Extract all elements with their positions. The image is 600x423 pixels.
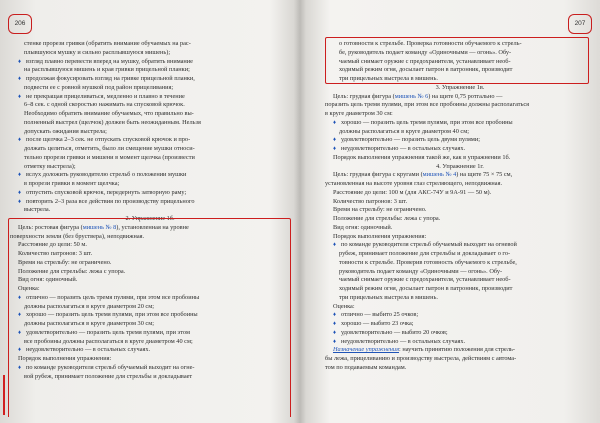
page-number: 207 [568, 14, 592, 34]
page-text [10, 40, 290, 381]
text-line: том по подаваемым командам. [325, 363, 407, 371]
text-line: руководитель подает команду «Одиночными — огонь». Обу- [339, 267, 503, 275]
text-line: ходимый режим огня, досылает патрон в патронник, производит [339, 285, 513, 292]
bullet-icon: ♦ [18, 93, 22, 100]
text-line: ♦ повторить 2–3 раза все действия по производству прицельного [18, 197, 195, 205]
text-line: Положение для стрельбы: лежа с упора. [18, 267, 126, 275]
text-line: ♦ по команде руководителя стрельб обучаемый выходит на огневой [333, 241, 517, 249]
text-line: чаемый снимает оружие с предохранителя, устанавливает необ- [339, 276, 511, 284]
text-line: ♦ отлично — выбито 25 очков; [333, 311, 419, 319]
bullet-icon: ♦ [333, 242, 337, 249]
bullet-icon: ♦ [18, 294, 22, 301]
text-line: Количество патронов: 3 шт. [18, 250, 93, 257]
text-line: ♦ не прекращая прицеливаться, медленно и плавно в течение [18, 92, 185, 100]
text-line: ♦ после щелчка 2–3 сек. не отпускать спусковой крючок и про- [18, 136, 191, 144]
target-reference: мишень № 4 [422, 171, 457, 179]
bullet-icon: ♦ [18, 189, 22, 196]
text-line: о готовности к стрельбе. Проверка готовности обучаемого к стрель- [339, 40, 522, 47]
target-reference: мишень № 6 [394, 92, 429, 100]
text-line: Назначение упражнения: научить принятию положения для стрель- [333, 346, 515, 354]
text-line: ♦ хорошо — поразить цель тремя пулями, при этом все пробоины [18, 311, 198, 319]
text-line: ♦ взгляд плавно перевести вперед на мушку, обратить внимание [18, 57, 193, 65]
text-line: 3. Упражнение 1в. [435, 83, 485, 91]
text-line: установленная на высоте уровня глаз стреляющего, неподвижная. [325, 180, 503, 187]
text-line: в прорези гривки в момент щелчка; [24, 180, 120, 187]
text-line: все пробоины должны располагаться в круге диаметром 40 см; [24, 337, 193, 345]
text-line: плывшуюся мушку и сильно расплывшуюся мишень); [24, 48, 171, 56]
text-line: на расплывшуюся мишень и края гривки прицельной планки; [24, 66, 190, 74]
text-line: поразить цель тремя пулями, при этом все пробоины должны располагаться [325, 101, 530, 109]
text-line: Вид огня: одиночный. [333, 223, 393, 231]
bullet-icon: ♦ [18, 198, 22, 205]
text-line: ♦ удовлетворительно — выбито 20 очков; [333, 328, 448, 336]
text-line: Положение для стрельбы: лежа с упора. [333, 215, 441, 222]
bullet-icon: ♦ [333, 137, 337, 144]
text-line: стенке прорези гривки (обратить внимание обучаемых на рас- [24, 40, 191, 47]
text-line: ♦ по команде руководителя стрельб обучаемый выходит на огне- [18, 363, 195, 371]
page-number: 206 [8, 14, 32, 34]
text-line: чаемый снимает оружие с предохранителя, устанавливает необ- [339, 57, 511, 65]
text-line: три прицельных выстрела в мишень. [339, 293, 438, 301]
text-line: 6–8 сек. с одной скоростью нажимать на спусковой крючок. [24, 101, 185, 109]
bullet-icon: ♦ [18, 347, 22, 354]
bullet-icon: ♦ [18, 76, 22, 82]
text-line: отметку выстрела); [24, 162, 76, 170]
text-line: ♦ неудовлетворительно — в остальных случаях. [333, 145, 466, 152]
text-line: Время на стрельбу: не ограничено. [333, 206, 427, 214]
left-page [0, 12, 297, 417]
text-line: Порядок выполнения упражнения такой же, как в упражнении 1б. [333, 153, 511, 161]
text-line: ♦ вслух доложить руководителю стрельб о положении мушки [18, 171, 187, 179]
text-line: ♦ продолжая фокусировать взгляд на гривке прицельной планки, [18, 75, 195, 82]
text-line: Расстояние до цели: 100 м (для АКС-74У и 9А-91 — 50 м). [333, 188, 492, 196]
text-line: 4. Упражнение 1г. [436, 162, 484, 170]
margin-mark [3, 375, 5, 415]
bullet-icon: ♦ [18, 312, 22, 319]
text-line: допускать ожидания выстрела; [24, 127, 107, 135]
text-line: Время на стрельбу: не ограничено. [18, 258, 112, 266]
text-line: бе, руководитель подает команду «Одиночными — огонь». Обу- [339, 48, 512, 56]
text-line: Количество патронов: 3 шт. [333, 197, 408, 205]
text-line: поверхности земли (без бруствера), неподвижная. [10, 232, 145, 240]
text-line: выстрела. [24, 206, 51, 214]
text-line: Расстояние до цели: 50 м. [18, 241, 87, 249]
text-line: Цель: грудная фигура с кругами (мишень № 4) на щите 75 × 75 см, [333, 171, 513, 179]
text-line: товности к стрельбе. Проверив готовность обучаемого к стрельбе, [339, 258, 517, 266]
text-line: Необходимо обратить внимание обучаемых, что правильно вы- [24, 110, 194, 117]
text-line: ♦ неудовлетворительно — в остальных случаях. [18, 346, 151, 354]
section-note: Назначение упражнения [333, 346, 399, 354]
bullet-icon: ♦ [18, 58, 22, 65]
bullet-icon: ♦ [333, 338, 337, 345]
bullet-icon: ♦ [333, 119, 337, 126]
text-line: должать целиться, отметить, было ли смещение мушки относи- [24, 145, 195, 152]
text-line: Порядок выполнения упражнения: [18, 355, 112, 362]
bullet-icon: ♦ [333, 321, 337, 327]
bullet-icon: ♦ [333, 329, 337, 336]
text-line: ♦ удовлетворительно — поразить цель двумя пулями; [333, 136, 480, 144]
right-page [303, 12, 600, 417]
text-line: Порядок выполнения упражнения: [333, 232, 427, 240]
bullet-icon: ♦ [333, 312, 337, 319]
text-line: Вид огня: одиночный. [18, 276, 78, 284]
text-line: ♦ неудовлетворительно — в остальных случаях. [333, 337, 466, 345]
text-line: ♦ удовлетворительно — поразить цель тремя пулями, при этом [18, 328, 190, 336]
text-line: тельно прорези гривки и мишени в момент щелчка (произвести [24, 153, 195, 161]
text-line: ♦ хорошо — выбито 23 очка; [333, 320, 414, 327]
target-reference: мишень № 8 [82, 223, 117, 231]
text-line: должны располагаться в круге диаметром 30 см; [24, 320, 154, 327]
bullet-icon: ♦ [333, 146, 337, 152]
bullet-icon: ♦ [18, 364, 22, 371]
text-line: Оценка: [333, 302, 355, 310]
text-line: должны располагаться в круге диаметром 20 см; [24, 302, 154, 310]
text-line: в круге диаметром 30 см: [325, 110, 393, 117]
page-text [325, 40, 595, 373]
text-line: 2. Упражнение 1б. [125, 215, 175, 222]
text-line: подвести ее с ровной мушкой под район прицеливания; [24, 83, 174, 91]
text-line: ходимый режим огня, досылает патрон в патронник, производит [339, 66, 513, 74]
text-line: ♦ хорошо — поразить цель тремя пулями, при этом все пробоины [333, 118, 513, 126]
text-line: должны располагаться в круге диаметром 40 см; [339, 127, 469, 135]
text-line: вой рубеж, принимает положение для стрельбы и докладывает [24, 372, 193, 380]
bullet-icon: ♦ [18, 137, 22, 144]
bullet-icon: ♦ [18, 172, 22, 179]
text-line: ♦ отпустить спусковой крючок, передернуть затворную раму; [18, 188, 187, 196]
text-line: полненный выстрел (щелчок) должен быть неожиданным. Нельзя [24, 118, 201, 126]
text-line: три прицельных выстрела в мишень. [339, 75, 438, 82]
text-line: рубеж, принимает положение для стрельбы и докладывает о го- [339, 250, 511, 257]
bullet-icon: ♦ [18, 329, 22, 336]
text-line: ♦ отлично — поразить цель тремя пулями, при этом все пробоины [18, 293, 200, 301]
text-line: Цель: ростовая фигура (мишень № 8), установленная на уровне [18, 223, 189, 231]
text-line: Оценка: [18, 285, 40, 292]
text-line: Цель: грудная фигура (мишень № 6) на щите 0,75 ротгально — [333, 92, 503, 100]
text-line: бы лежа, прицеливанию и производству выстрела, действиям с автома- [325, 355, 517, 362]
